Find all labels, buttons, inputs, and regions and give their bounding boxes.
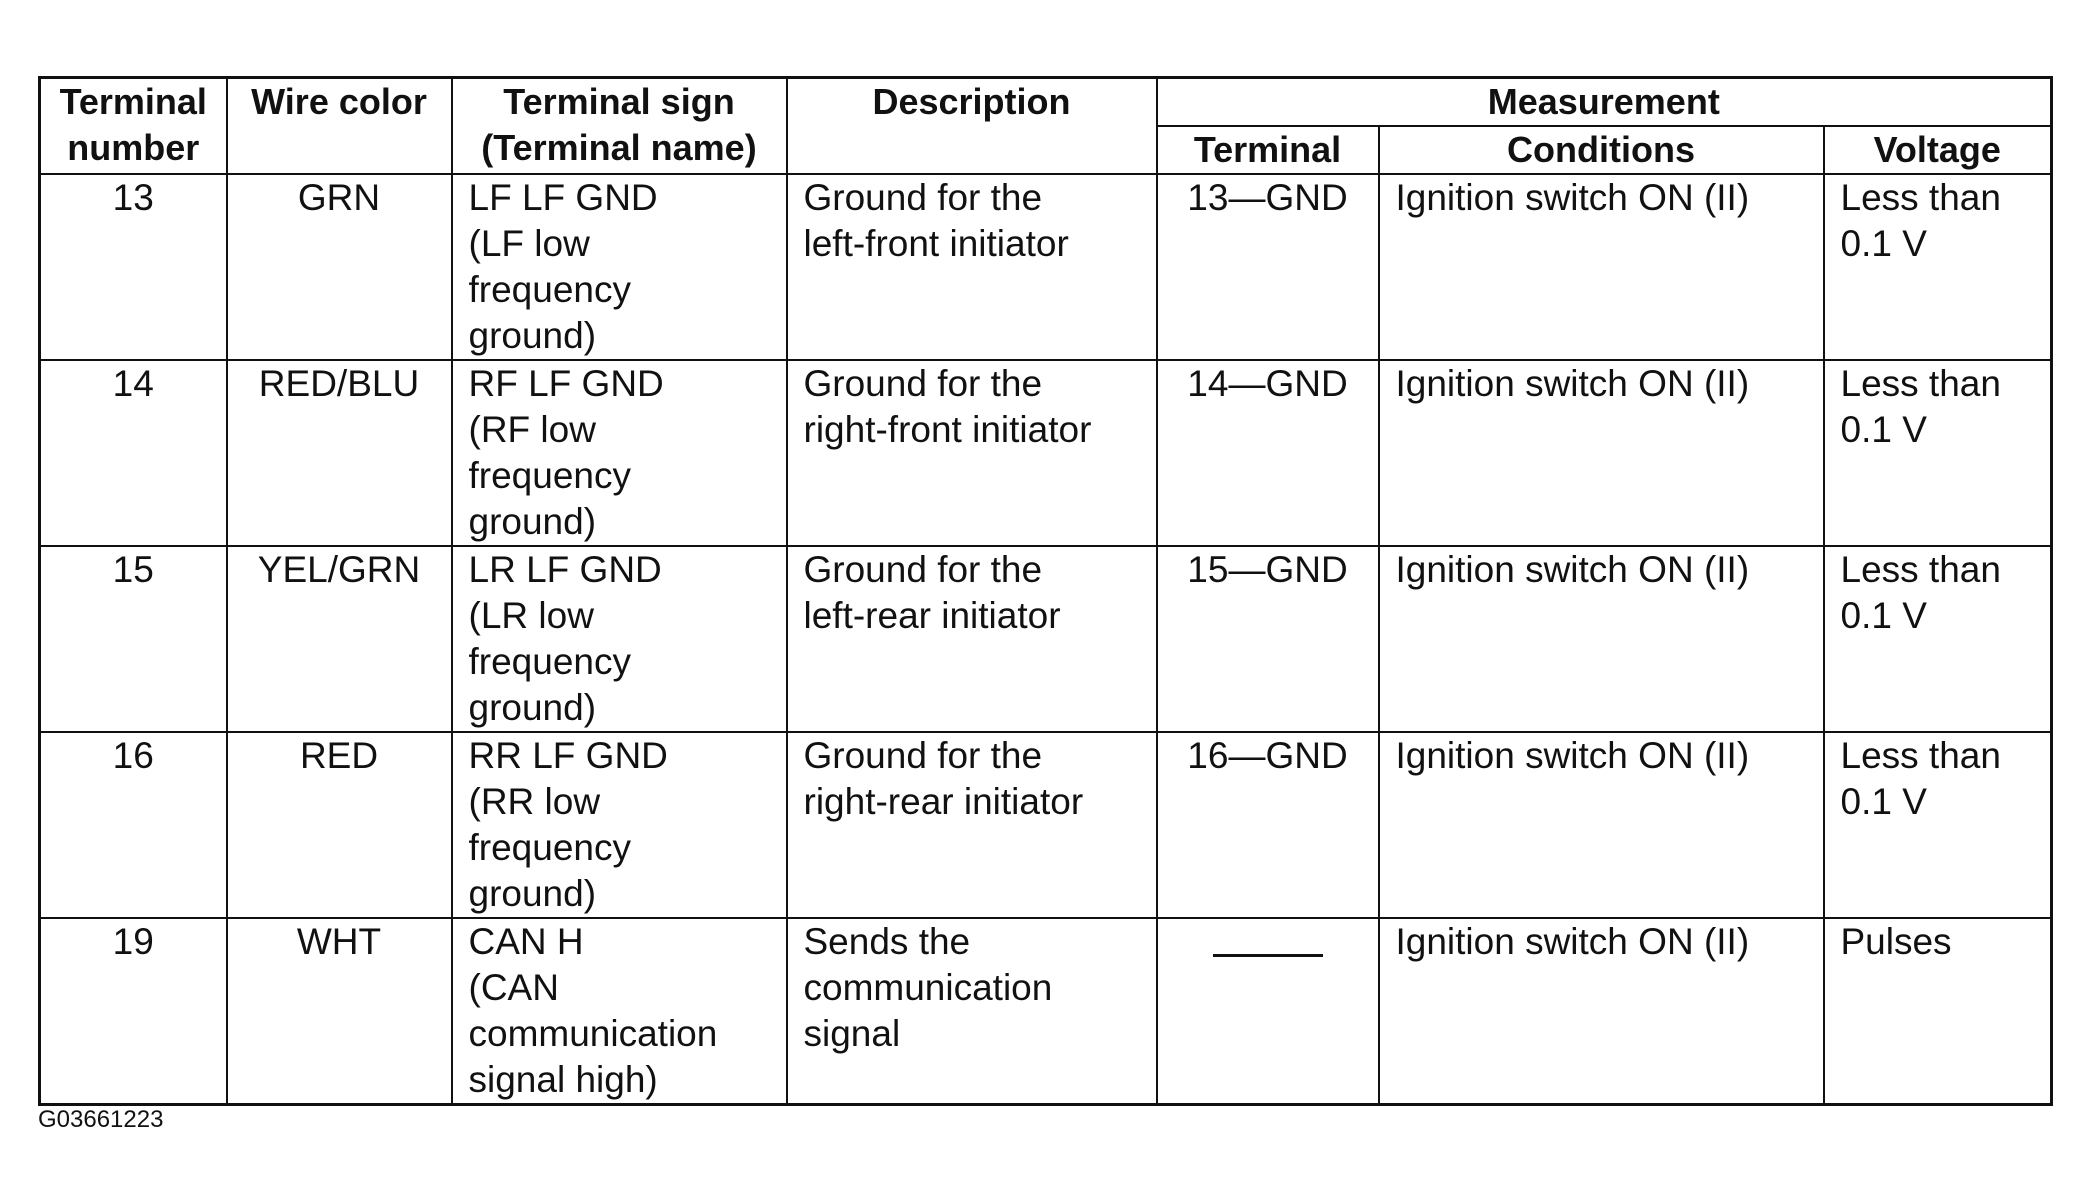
header-measurement-voltage: Voltage <box>1824 126 2052 174</box>
cell-wire-color: RED <box>227 732 452 918</box>
cell-voltage: Less than 0.1 V <box>1824 360 2052 546</box>
cell-description: Ground for the left-front initiator <box>787 174 1157 360</box>
cell-conditions: Ignition switch ON (II) <box>1379 360 1824 546</box>
header-row-1 <box>40 78 2052 127</box>
cell-description: Ground for the right-rear initiator <box>787 732 1157 918</box>
cell-voltage: Less than 0.1 V <box>1824 174 2052 360</box>
terminal-table-container <box>38 76 2050 1106</box>
figure-id: G03661223 <box>38 1106 164 1133</box>
header-terminal-number: Terminal number <box>40 78 227 175</box>
cell-description: Ground for the right-front initiator <box>787 360 1157 546</box>
cell-terminal-sign: RR LF GND (RR low frequency ground) <box>452 732 787 918</box>
table-row <box>40 732 2052 918</box>
cell-voltage: Pulses <box>1824 918 2052 1105</box>
cell-measurement-terminal: 15—GND <box>1157 546 1379 732</box>
cell-measurement-terminal: 14—GND <box>1157 360 1379 546</box>
cell-measurement-terminal: 16—GND <box>1157 732 1379 918</box>
cell-description: Sends the communication signal <box>787 918 1157 1105</box>
cell-terminal-sign: RF LF GND (RF low frequency ground) <box>452 360 787 546</box>
cell-conditions: Ignition switch ON (II) <box>1379 546 1824 732</box>
terminal-table <box>38 76 2053 1106</box>
header-terminal-sign: Terminal sign (Terminal name) <box>452 78 787 175</box>
cell-conditions: Ignition switch ON (II) <box>1379 174 1824 360</box>
table-row <box>40 918 2052 1105</box>
cell-terminal-sign: CAN H (CAN communication signal high) <box>452 918 787 1105</box>
cell-conditions: Ignition switch ON (II) <box>1379 732 1824 918</box>
cell-terminal-sign: LF LF GND (LF low frequency ground) <box>452 174 787 360</box>
cell-conditions: Ignition switch ON (II) <box>1379 918 1824 1105</box>
header-measurement: Measurement <box>1157 78 2052 127</box>
cell-terminal-number: 13 <box>40 174 227 360</box>
table-row <box>40 174 2052 360</box>
cell-measurement-terminal: 13—GND <box>1157 174 1379 360</box>
cell-voltage: Less than 0.1 V <box>1824 732 2052 918</box>
cell-terminal-number: 16 <box>40 732 227 918</box>
header-measurement-conditions: Conditions <box>1379 126 1824 174</box>
cell-terminal-number: 19 <box>40 918 227 1105</box>
cell-wire-color: GRN <box>227 174 452 360</box>
cell-terminal-sign: LR LF GND (LR low frequency ground) <box>452 546 787 732</box>
header-wire-color: Wire color <box>227 78 452 175</box>
cell-voltage: Less than 0.1 V <box>1824 546 2052 732</box>
table-row <box>40 360 2052 546</box>
cell-description: Ground for the left-rear initiator <box>787 546 1157 732</box>
cell-terminal-number: 15 <box>40 546 227 732</box>
table-row <box>40 546 2052 732</box>
header-description: Description <box>787 78 1157 175</box>
header-measurement-terminal: Terminal <box>1157 126 1379 174</box>
cell-wire-color: YEL/GRN <box>227 546 452 732</box>
cell-wire-color: RED/BLU <box>227 360 452 546</box>
cell-terminal-number: 14 <box>40 360 227 546</box>
cell-measurement-terminal <box>1157 918 1379 1105</box>
cell-wire-color: WHT <box>227 918 452 1105</box>
not-applicable-dash <box>1213 954 1323 957</box>
